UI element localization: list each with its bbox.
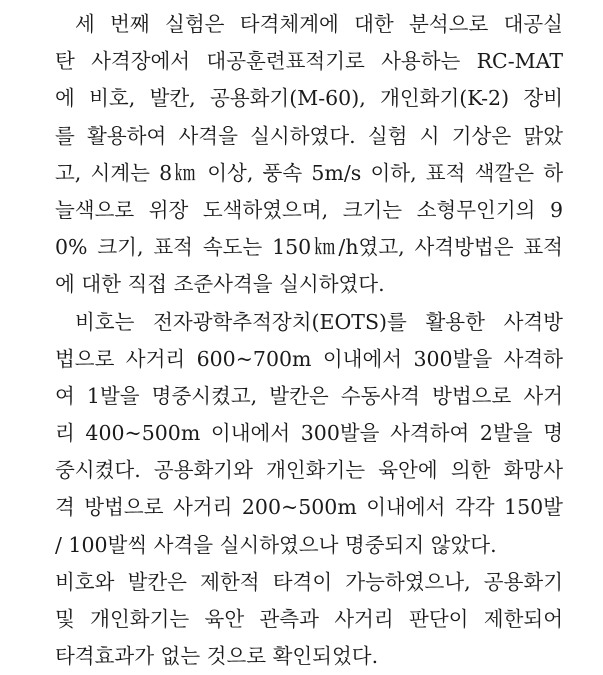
text-line: / 100발씩 사격을 실시하였으나 명중되지 않았다. bbox=[55, 532, 497, 557]
paragraph-1 bbox=[55, 6, 563, 304]
text-line: 에 대한 직접 조준사격을 실시하였다. bbox=[55, 272, 385, 297]
text-line: 세 번째 실험은 타격체계에 대한 분석으로 대공실 bbox=[75, 12, 563, 36]
paragraph-3 bbox=[55, 564, 563, 675]
text-line: 늘색으로 위장 도색하였으며, 크기는 소형무인기의 9 bbox=[55, 197, 563, 222]
text-line: 격 방법으로 사거리 200~500m 이내에서 각각 150발 bbox=[55, 495, 563, 520]
text-line: 에 비호, 발칸, 공용화기(M-60), 개인화기(K-2) 장비 bbox=[55, 86, 563, 111]
text-line: 비호는 전자광학추적장치(EOTS)를 활용한 사격방 bbox=[75, 309, 563, 334]
text-line: 리 400~500m 이내에서 300발을 사격하여 2발을 명 bbox=[55, 421, 563, 446]
text-line: 를 활용하여 사격을 실시하였다. 실험 시 기상은 맑았 bbox=[55, 123, 563, 148]
text-line: 및 개인화기는 육안 관측과 사거리 판단이 제한되어 bbox=[55, 607, 563, 631]
text-line: 중시켰다. 공용화기와 개인화기는 육안에 의한 화망사 bbox=[55, 458, 563, 483]
text-line: 법으로 사거리 600~700m 이내에서 300발을 사격하 bbox=[55, 346, 563, 371]
text-line: 탄 사격장에서 대공훈련표적기로 사용하는 RC-MAT bbox=[55, 49, 563, 74]
text-line: 고, 시계는 8㎞ 이상, 풍속 5m/s 이하, 표적 색깔은 하 bbox=[55, 160, 563, 185]
text-line: 타격효과가 없는 것으로 확인되었다. bbox=[55, 644, 379, 669]
text-line: 비호와 발칸은 제한적 타격이 가능하였으나, 공용화기 bbox=[55, 569, 563, 594]
text-line: 여 1발을 명중시켰고, 발칸은 수동사격 방법으로 사거 bbox=[55, 383, 563, 408]
text-line: 0% 크기, 표적 속도는 150㎞/h였고, 사격방법은 표적 bbox=[55, 235, 563, 260]
paragraph-2 bbox=[55, 304, 563, 564]
